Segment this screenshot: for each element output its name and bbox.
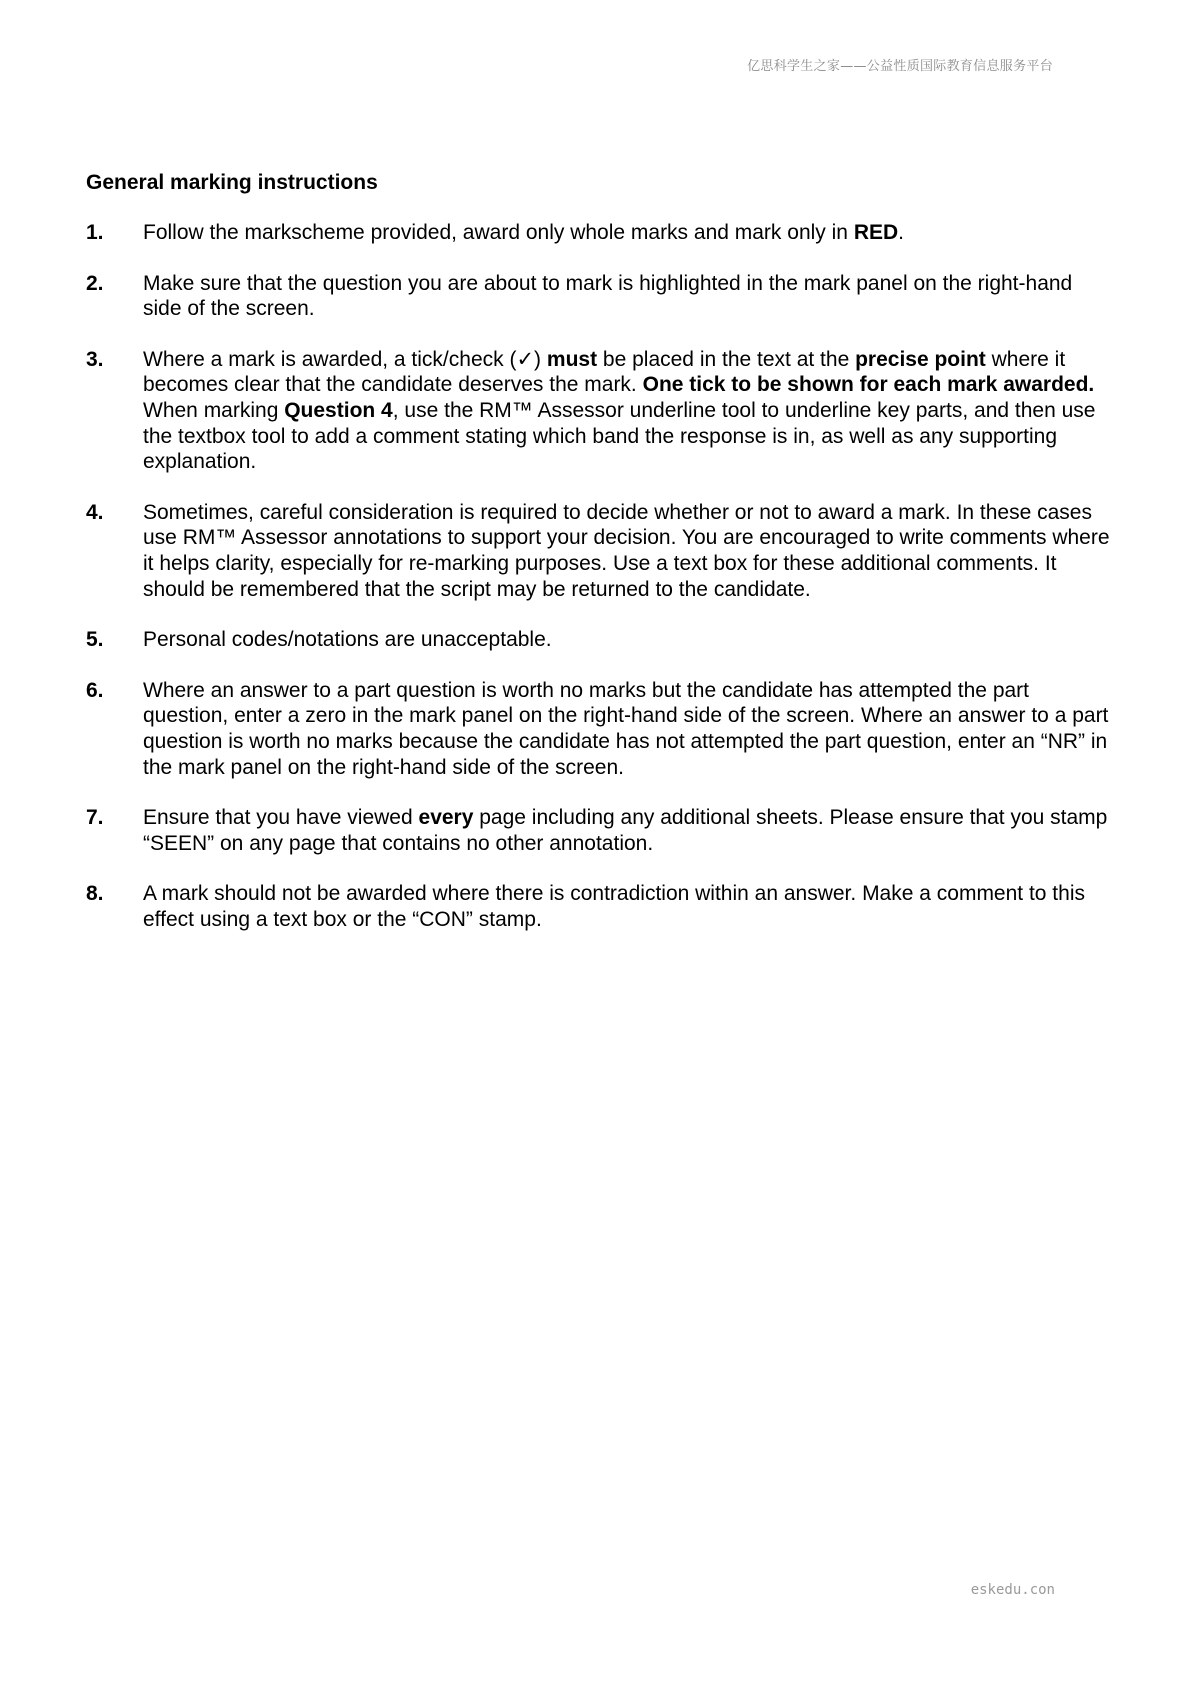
instruction-number: 7. xyxy=(86,806,104,830)
instruction-segment: , use the RM™ Assessor underline tool to underline key parts, and then use the textbox tool to add a comment stating which band the response is in, as well as any supporting explanation. xyxy=(143,398,1096,474)
instruction-item xyxy=(86,220,1116,246)
instruction-segment: A mark should not be awarded where there is contradiction within an answer. Make a comment to this effect using a text box or the “CON” stamp. xyxy=(143,882,1085,931)
instruction-segment: Sometimes, careful consideration is required to decide whether or not to award a mark. In these cases use RM™ Assessor annotations to support your decision. You are encouraged to write comments where it helps clarity, especially for re-marking purposes. Use a text box for these additional comments. It should be remembered that the script may be returned to the candidate. xyxy=(143,500,1110,601)
instruction-text xyxy=(143,271,1116,322)
instruction-segment: Where a mark is awarded, a tick/check (✓) xyxy=(143,347,547,371)
instruction-emphasis: Question 4 xyxy=(284,398,393,422)
instruction-segment: When marking xyxy=(143,398,285,422)
instruction-emphasis: must xyxy=(546,347,598,371)
instruction-item xyxy=(86,881,1116,932)
instruction-text xyxy=(143,627,1116,653)
instruction-text xyxy=(143,881,1116,932)
instruction-text xyxy=(143,678,1116,780)
instruction-item xyxy=(86,678,1116,780)
instruction-segment: Follow the markscheme provided, award only whole marks and mark only in xyxy=(143,221,854,244)
instruction-item xyxy=(86,347,1116,475)
instruction-emphasis: One tick to be shown for each mark awarded. xyxy=(642,373,1095,397)
instruction-item xyxy=(86,271,1116,322)
instruction-number: 5. xyxy=(86,628,104,652)
instruction-item xyxy=(86,500,1116,602)
instruction-emphasis: every xyxy=(418,806,474,830)
instruction-emphasis: RED xyxy=(853,221,899,244)
instruction-segment: Ensure that you have viewed xyxy=(143,806,419,830)
instruction-segment: where it becomes clear that the candidate deserves the mark. xyxy=(143,347,1066,397)
instruction-segment: be placed in the text at the xyxy=(597,347,856,371)
instruction-text xyxy=(143,220,1116,246)
instruction-list xyxy=(86,220,1116,957)
instruction-segment: Personal codes/notations are unacceptable. xyxy=(143,628,552,652)
page-title: General marking instructions xyxy=(86,171,378,194)
instruction-segment: . xyxy=(898,221,904,244)
instruction-item xyxy=(86,805,1116,856)
header-watermark: 亿思科学生之家——公益性质国际教育信息服务平台 xyxy=(747,59,1053,74)
instruction-segment: page including any additional sheets. Please ensure that you stamp “SEEN” on any page that contains no other annotation. xyxy=(143,806,1108,855)
instruction-number: 1. xyxy=(86,221,104,244)
instruction-segment: Where an answer to a part question is worth no marks but the candidate has attempted the part question, enter a zero in the mark panel on the right-hand side of the screen. Where an answer to a part question is worth no marks because the candidate has not attempted the part question, enter an “NR” in the mark panel on the right-hand side of the screen. xyxy=(143,678,1109,779)
instruction-text xyxy=(143,500,1116,602)
instruction-emphasis: precise point xyxy=(855,347,986,371)
instruction-segment: Make sure that the question you are about to mark is highlighted in the mark panel on the right-hand side of the screen. xyxy=(143,271,1073,321)
instruction-number: 4. xyxy=(86,500,104,524)
instruction-text xyxy=(143,347,1116,475)
instruction-item xyxy=(86,627,1116,653)
instruction-number: 8. xyxy=(86,882,104,906)
footer-watermark: eskedu.con xyxy=(970,1582,1055,1598)
instruction-number: 3. xyxy=(86,347,104,371)
instruction-text xyxy=(143,805,1116,856)
instruction-number: 2. xyxy=(86,271,104,295)
instruction-number: 6. xyxy=(86,678,104,702)
